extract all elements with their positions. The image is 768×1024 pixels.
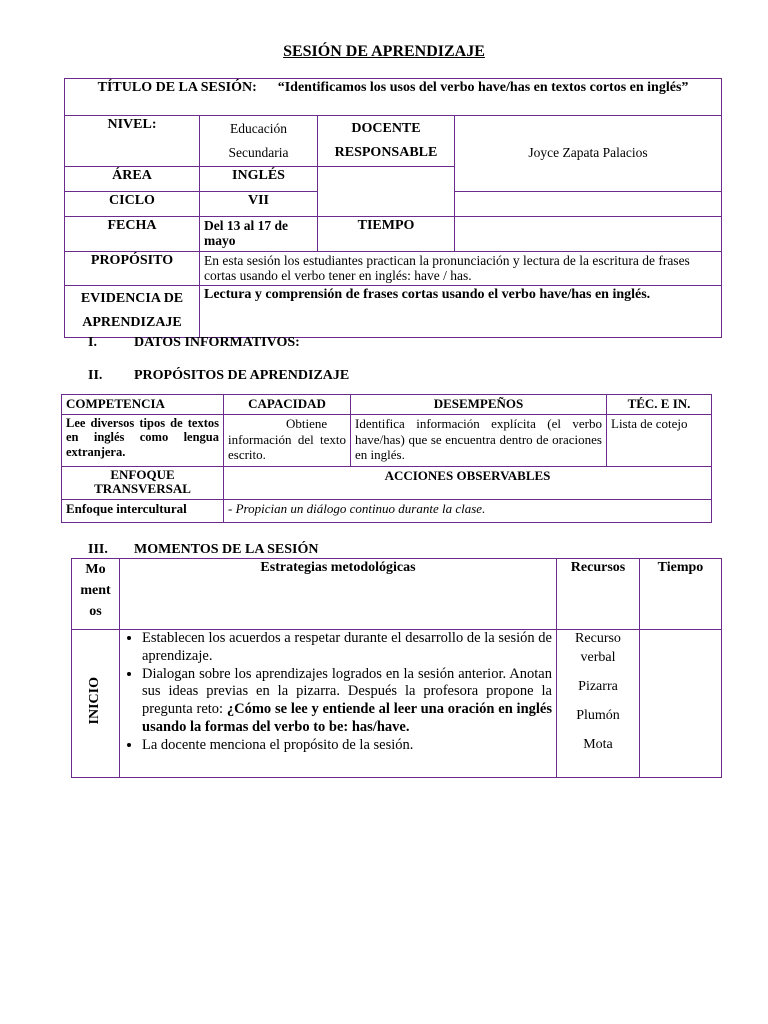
enfoque-value: Enfoque intercultural [62, 500, 224, 523]
resources-cell [557, 630, 640, 778]
area-label: ÁREA [65, 166, 200, 191]
desempenos-value: Identifica información explícita (el verbo have/has) que se encuentra dentro de oraciones en inglés. [351, 415, 607, 467]
page-title: SESIÓN DE APRENDIZAJE [283, 43, 485, 60]
momentos-header: Mo ment os [72, 559, 120, 630]
competencia-value: Lee diversos tipos de textos en inglés como lengua extranjera. [62, 415, 224, 467]
nivel-label: NIVEL: [65, 116, 200, 167]
area-value: INGLÉS [200, 166, 318, 191]
empty-cell [318, 166, 455, 216]
strategy-item: • Establecen los acuerdos a respetar durante el desarrollo de la sesión de aprendizaje. [142, 630, 552, 666]
resource-item: Plumón [576, 707, 620, 723]
section-2-heading: II. PROPÓSITOS DE APRENDIZAJE [88, 368, 350, 383]
acciones-value: - Propician un diálogo continuo durante la clase. [224, 500, 712, 523]
session-header-table [64, 78, 722, 338]
session-title-value: “Identificamos los usos del verbo have/has en textos cortos en inglés” [277, 80, 689, 95]
tiempo-label: TIEMPO [318, 216, 455, 251]
recursos-header: Recursos [557, 559, 640, 630]
competencia-header: COMPETENCIA [62, 395, 224, 415]
purposes-table [61, 394, 712, 523]
tecnica-value: Lista de cotejo [607, 415, 712, 467]
session-title-label: TÍTULO DE LA SESIÓN: [97, 80, 257, 95]
strategies-list [124, 630, 552, 755]
desempenos-header: DESEMPEÑOS [351, 395, 607, 415]
ciclo-value: VII [200, 191, 318, 216]
strategy-item: • Dialogan sobre los aprendizajes logrados en la sesión anterior. Anotan sus ideas previas en la pizarra. Después la profesora propone la pregunta reto: ¿Cómo se lee y entiende al leer una oración en inglés usando la formas del verbo to be: has/have. [142, 666, 552, 737]
evidencia-value: Lectura y comprensión de frases cortas usando el verbo have/has en inglés. [200, 285, 722, 337]
capacidad-value: Obtiene información del texto escrito. [224, 415, 351, 467]
moment-name: INICIO [87, 677, 103, 725]
strategies-cell [120, 630, 557, 778]
fecha-label: FECHA [65, 216, 200, 251]
proposito-label: PROPÓSITO [65, 251, 200, 285]
moments-table [71, 558, 722, 778]
proposito-value: En esta sesión los estudiantes practican la pronunciación y lectura de la escritura de frases cortas usando el verbo tener en inglés: have / has. [200, 251, 722, 285]
fecha-value: Del 13 al 17 de mayo [200, 216, 318, 251]
tiempo-value [455, 216, 722, 251]
resource-item: Pizarra [578, 678, 618, 694]
docente-value: Joyce Zapata Palacios [455, 116, 722, 192]
moment-cell [72, 630, 120, 778]
capacidad-header: CAPACIDAD [224, 395, 351, 415]
docente-label: DOCENTE RESPONSABLE [318, 116, 455, 167]
nivel-value: Educación Secundaria [200, 116, 318, 167]
acciones-header: ACCIONES OBSERVABLES [224, 467, 712, 500]
section-3-heading: III. MOMENTOS DE LA SESIÓN [88, 542, 319, 557]
empty-cell [455, 191, 722, 216]
evidencia-label: EVIDENCIA DE APRENDIZAJE [65, 285, 200, 337]
ciclo-label: CICLO [65, 191, 200, 216]
enfoque-header: ENFOQUE TRANSVERSAL [62, 467, 224, 500]
estrategias-header: Estrategias metodológicas [120, 559, 557, 630]
tecnica-header: TÉC. E IN. [607, 395, 712, 415]
session-title-cell [65, 79, 722, 116]
tiempo-header: Tiempo [640, 559, 722, 630]
resource-item: Recurso verbal [575, 631, 621, 665]
time-cell [640, 630, 722, 778]
resource-item: Mota [583, 736, 613, 752]
section-1-heading: I. DATOS INFORMATIVOS: [88, 335, 300, 350]
strategy-item: • La docente menciona el propósito de la sesión. [142, 737, 552, 755]
